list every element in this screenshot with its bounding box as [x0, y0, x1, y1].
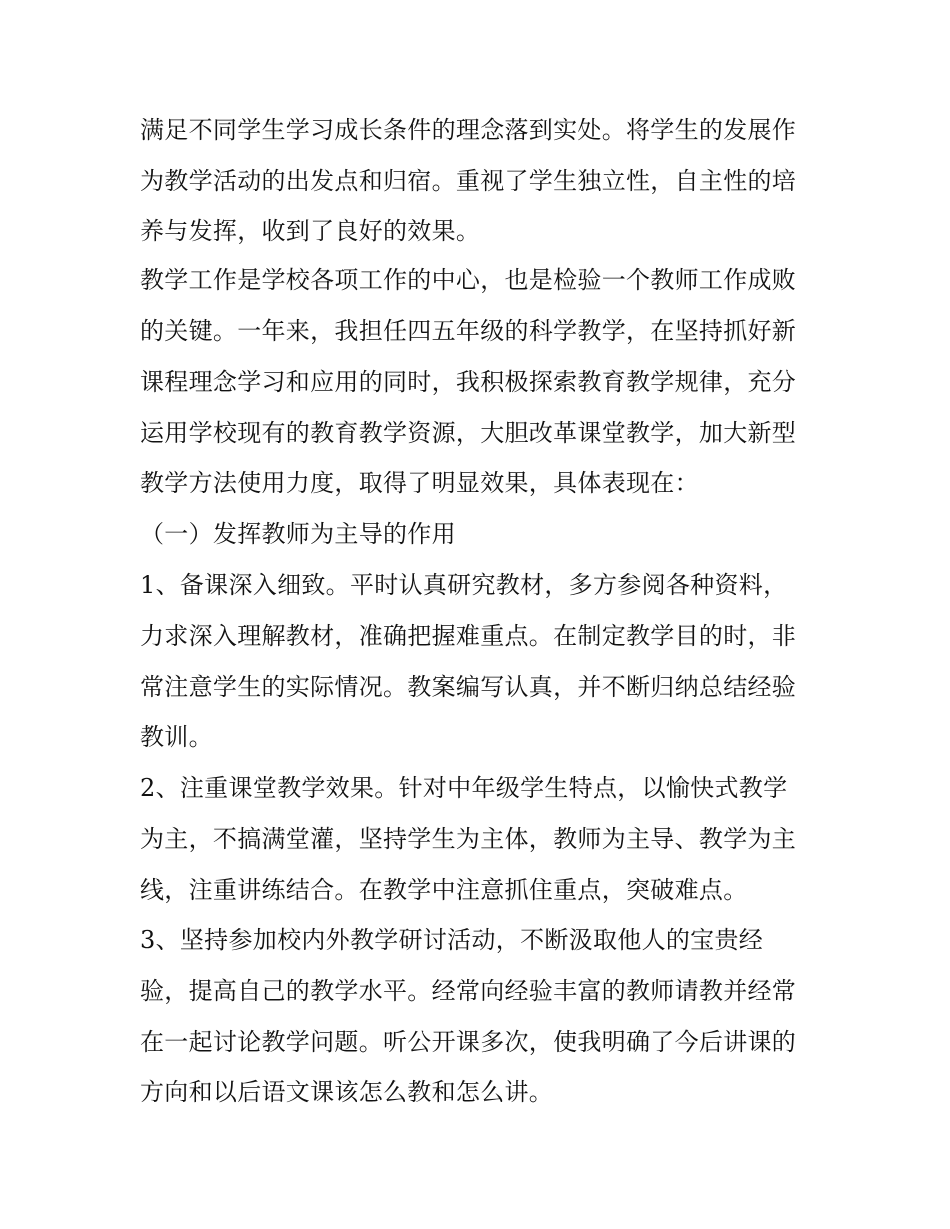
text-line: 课程理念学习和应用的同时，我积极探索教育教学规律，充分: [140, 368, 797, 396]
text-line: 满足不同学生学习成长条件的理念落到实处。将学生的发展作: [140, 116, 797, 144]
text-line: 为教学活动的出发点和归宿。重视了学生独立性，自主性的培: [140, 167, 797, 195]
text-line: 的关键。一年来，我担任四五年级的科学教学，在坚持抓好新: [140, 317, 797, 345]
text-line: 为主，不搞满堂灌，坚持学生为主体，教师为主导、教学为主: [140, 825, 797, 853]
text-line: 教训。: [140, 723, 213, 751]
text-line: 3、坚持参加校内外教学研讨活动，不断汲取他人的宝贵经: [140, 926, 764, 954]
text-line: 线，注重讲练结合。在教学中注意抓住重点，突破难点。: [140, 876, 748, 904]
text-line: 教学工作是学校各项工作的中心，也是检验一个教师工作成败: [140, 266, 797, 294]
text-line: 验，提高自己的教学水平。经常向经验丰富的教师请教并经常: [140, 977, 797, 1005]
text-line: 常注意学生的实际情况。教案编写认真，并不断归纳总结经验: [140, 673, 797, 701]
text-line: 力求深入理解教材，准确把握难重点。在制定教学目的时，非: [140, 622, 797, 650]
text-line: 在一起讨论教学问题。听公开课多次，使我明确了今后讲课的: [140, 1028, 797, 1056]
text-line: 方向和以后语文课该怎么教和怎么讲。: [140, 1078, 554, 1106]
text-line: 养与发挥，收到了良好的效果。: [140, 217, 481, 245]
text-line: 教学方法使用力度，取得了明显效果，具体表现在：: [140, 469, 699, 497]
text-line: 运用学校现有的教育教学资源，大胆改革课堂教学，加大新型: [140, 419, 797, 447]
text-line: 1、备课深入细致。平时认真研究教材，多方参阅各种资料，: [140, 571, 788, 599]
section-heading: （一）发挥教师为主导的作用: [140, 520, 456, 548]
text-line: 2、注重课堂教学效果。针对中年级学生特点，以愉快式教学: [140, 774, 788, 802]
